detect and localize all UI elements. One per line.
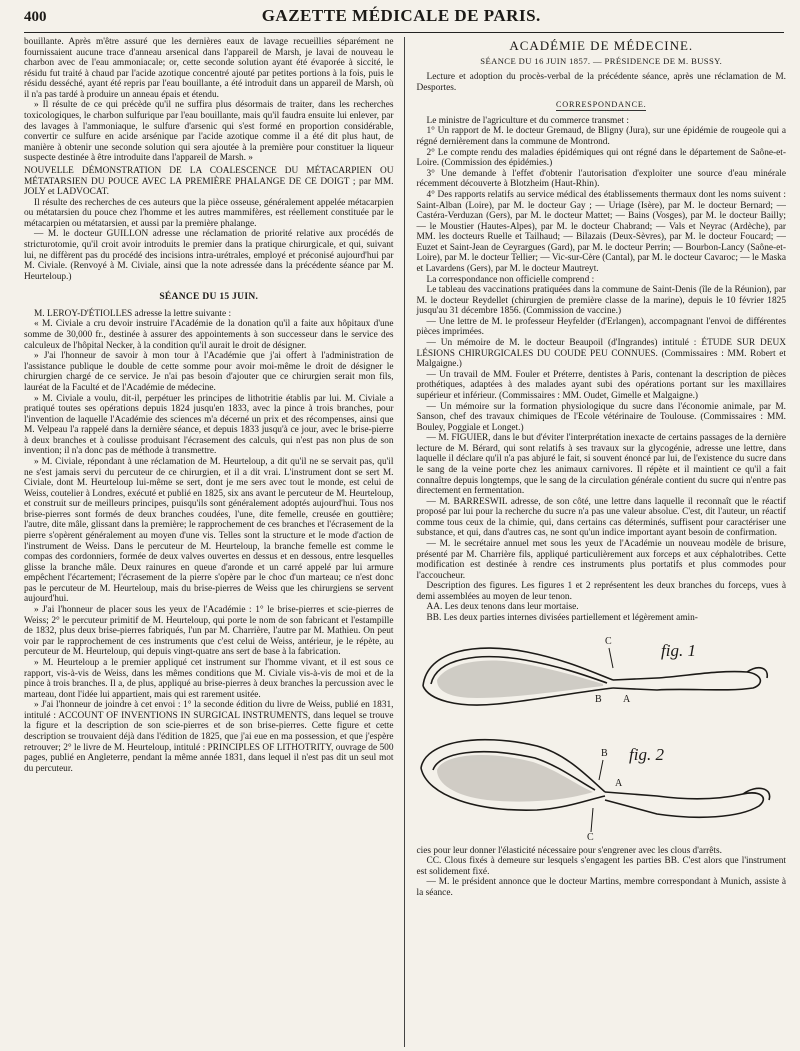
paragraph: Lecture et adoption du procès-verbal de la précédente séance, après une réclamation de M. Desportes. (416, 72, 786, 93)
two-column-body (24, 37, 786, 1047)
paragraph: — Un travail de MM. Fouler et Préterre, dentistes à Paris, contenant la description de pièces prothétiques, adaptées à des malades ayant subi des opérations portant sur les maxillaires supérieur et inférieur. (Commissaires : MM. Oudet, Gimelle et Malgaigne.) (416, 369, 786, 401)
paragraph: — M. FIGUIER, dans le but d'éviter l'interprétation inexacte de certains passages de la dernière lecture de M. Bérard, qui sont relatifs à ses travaux sur la glycogénie, adresse une lettre, dans laquelle il déclare qu'il n'a pas abjuré le fait, si souvent énoncé par lui, de l'existence du sucre dans le sang de la veine porte chez les animaux carnivores. Il répète et il maintient ce qu'il a fait connaître depuis longtemps, que le sang de la circulation générale contient du sucre qui n'entre pas directement en fermentation. (416, 433, 786, 497)
paragraph: 2° Le compte rendu des maladies épidémiques qui ont régné dans le département de Saône-et-Loire. (Commission des épidémies.) (416, 147, 786, 169)
fig2-handle (605, 792, 763, 817)
letter-b-fig1: B (594, 693, 602, 705)
fig1-handle (613, 671, 760, 689)
correspondence-heading-text: CORRESPONDANCE. (556, 100, 647, 110)
paragraph: — M. le président annonce que le docteur Martins, membre correspondant à Munich, assiste à la séance. (416, 877, 786, 898)
fig2-handle-hook (743, 788, 770, 800)
letter-a-fig2: A (614, 777, 622, 789)
paragraph: 3° Une demande à l'effet d'obtenir l'autorisation d'exploiter une source d'eau minérale récemment découverte à Blotzheim (Haut-Rhin). (416, 168, 786, 190)
paragraph: 1° Un rapport de M. le docteur Gremaud, de Bligny (Jura), sur une épidémie de rougeole qui a régné dernièrement dans la commune de Montrond. (416, 126, 786, 148)
paragraph: » J'ai l'honneur de joindre à cet envoi : 1° la seconde édition du livre de Weiss, publié en 1831, intitulé : ACCOUNT OF INVENTIONS IN SURGICAL INSTRUMENTS, dans lequel se trouve la figure et la description de son scie-pierres et de son brise-pierres. Cette figure et cette description se trouvaient déjà dans l'édition de 1825, que j'ai eue en ma possession, et que j'espère retrouver; 2° le livre de M. Heurteloup, intitulé : PRINCIPLES OF LITHOTRITY, ouvrage de 500 pages, publié en Angleterre, pendant la même année 1831, dans lequel il n'est pas dit un seul mot du percuteur. (24, 700, 394, 774)
forceps-illustration (417, 628, 777, 842)
right-column (405, 37, 787, 1047)
session-heading: SÉANCE DU 15 JUIN. (159, 292, 259, 303)
marker-line (591, 808, 593, 832)
paragraph: — M. le docteur GUILLON adresse une réclamation de priorité relative aux procédés de stricturotomie, qu'il croit avoir introduits le premier dans la pratique chirurgicale, et qui, suivant lui, ne diffèrent pas du procédé des incisions intra-urétrales, employé et préconisé aujourd'hui par M. Civiale. (Renvoyé à M. Civiale, ainsi que la note adressée dans la précédente séance par M. Heurteloup.) (24, 229, 394, 282)
paragraph: — M. le secrétaire annuel met sous les yeux de l'Académie un nouveau modèle de brisure, présenté par M. Charrière fils, appliqué particulièrement aux forceps et aux céphalotribes. Cette modification est destinée à rendre ces instruments plus portatifs et plus commodes pour l'accoucheur. (416, 539, 786, 581)
academy-title: ACADÉMIE DE MÉDECINE. (509, 38, 694, 53)
paragraph: AA. Les deux tenons dans leur mortaise. (426, 602, 579, 613)
fig1-label: fig. 1 (660, 640, 696, 660)
correspondence-heading (417, 100, 787, 111)
marker-line (599, 760, 603, 780)
forceps-figure (417, 628, 787, 842)
left-column (24, 37, 405, 1047)
page-header (24, 6, 784, 33)
paragraph: 4° Des rapports relatifs au service médical des établissements thermaux dont les noms suivent : Saint-Alban (Loire), par M. le docteur Gay ; — Uriage (Isère), par M. le docteur Bernard; — Castéra-Verduzan (Gers), par M. le docteur Mattet; — Bains (Vosges), par M. le docteur Bailly; — le Moustier (Hautes-Alpes), par M. le docteur Chabrand; — Vals et Neyrac (Ardèche), par MM. les docteurs Ruelle et Tailhaud; — Bilazais (Deux-Sèvres), par M. le docteur Foucard; — Euzet et Saint-Jean de Ceyrargues (Gard), par M. le docteur Perrin; — Bourbon-Lancy (Saône-et-Loire), par M. le docteur Tellier; — Vic-sur-Cère (Cantal), par M. le docteur Cavaroc; — le Maska et Lavardens (Gers), par M. le docteur Mautreyt. (416, 189, 786, 274)
paragraph: — Un mémoire de M. le docteur Beaupoil (d'Ingrandes) intitulé : ÉTUDE SUR DEUX LÉSIONS CHIRURGICALES DU COUDE PEU CONNUES. (Commissaires : MM. Robert et Malgaigne.) (416, 338, 786, 370)
journal-title: GAZETTE MÉDICALE DE PARIS. (261, 6, 541, 25)
paragraph: » M. Heurteloup a le premier appliqué cet instrument sur l'homme vivant, et il est sous ce rapport, vis-à-vis de Weiss, dans les mêmes conditions que M. Civiale vis-à-vis de moi et de la pince à trois branches. Il a, de plus, appliqué au brise-pierres à deux branches la percussion avec le marteau, dont l'idée lui appartient, mais qui est rarement usitée. (24, 657, 394, 700)
paragraph: — Une lettre de M. le professeur Heyfelder (d'Erlangen), accompagnant l'envoi de différentes pièces imprimées. (416, 316, 786, 338)
marker-line (609, 648, 613, 668)
article-title: NOUVELLE DÉMONSTRATION DE LA COALESCENCE DU MÉTACARPIEN OU MÉTATARSIEN DU POUCE AVEC LA PREMIÈRE PHALANGE DE CE DOIGT ; par MM. JOLY et LADVOCAT. (24, 165, 394, 198)
paragraph: La correspondance non officielle comprend : (426, 274, 595, 285)
paragraph: BB. Les deux parties internes divisées partiellement et légèrement amin- (426, 613, 698, 624)
paragraph: bouillante. Après m'être assuré que les dernières eaux de lavage recueillies séparément ne fournissaient aucune trace d'anneau arsenical dans l'appareil de Marsh, je lavai de nouveau le charbon avec de l'eau ammoniacale; or, cette seconde solution ayant été évaporée à siccité, le résidu fut traité à chaud par l'acide azotique concentré ajouté par petites portions à la fois, puis le résidu desséché, ayant été repris par l'eau bouillante, a été introduit dans un appareil de Marsh, où il n'a pas tardé à produire un anneau épais et étendu. (24, 37, 394, 100)
paragraph: » M. Civiale a voulu, dit-il, perpétuer les principes de lithotritie établis par lui. M. Civiale a pratiqué toutes ses opérations depuis 1824 jusqu'en 1833, avec la pince à trois branches, pour l'invention de laquelle l'Académie des sciences m'a décerné un prix et des récompenses, ainsi que M. Velpeau l'a rappelé dans la dernière séance, et depuis 1833 jusqu'à ce jour, avec le brise-pierre à deux branches et à coulisse produisant l'écrasement des calculs, qui n'est pas non plus de son invention; il n'a donc pas de méthode à transmettre. (24, 393, 394, 457)
letter-c-fig2: C (586, 831, 594, 842)
paragraph: Description des figures. Les figures 1 et 2 représentent les deux branches du forceps, vues à demi assemblées au moyen de leur tenon. (416, 581, 786, 602)
session-line: SÉANCE DU 16 JUIN 1857. — PRÉSIDENCE DE M. BUSSY. (480, 55, 723, 66)
paragraph: » M. Civiale, répondant à une réclamation de M. Heurteloup, a dit qu'il ne se servait pas, qu'il ne s'est jamais servi du percuteur de ce chirurgien, et il a dit vrai. L'instrument dont se sert M. Civiale, dont M. Heurteloup lui-même se sert, dont je me sers avec tout le monde, est celui de Weiss, coutelier à Londres, exécuté et publié en 1825, six ans avant le percuteur de M. Heurteloup, et construit sur de meilleurs principes, puisqu'ils sont généralement adoptés aujourd'hui. Tous nos brise-pierres sont formés de deux branches coudées, l'une, dite femelle, creusée en gouttière; l'autre, dite mâle, glissant dans la première; le rapprochement de ces branches et l'écrasement de la pierre s'opèrent généralement au moyen d'une vis. Telles sont la structure et le mode d'action de l'instrument de Weiss. Dans le percuteur de M. Heurteloup, la branche femelle est comme le compas des cordonniers, formée de deux valves ouvertes en dessus et en dessous, entre lesquelles glisse la branche mâle. Deux rainures en queue d'aronde et un carré appelé par lui armure empêchent l'écartement; l'écrasement de la pierre s'opère par le choc d'un marteau; ce n'est donc pas le percuteur de M. Heurteloup, mais du brise-pierres de Weiss que les chirurgiens se servent aujourd'hui. (24, 456, 394, 605)
paragraph: cies pour leur donner l'élasticité nécessaire pour s'engrener avec les clous d'arrêts. (416, 845, 722, 856)
paragraph: M. LEROY-D'ÉTIOLLES adresse la lettre suivante : (34, 308, 232, 319)
letter-b-fig2: B (600, 747, 608, 759)
paragraph: » J'ai l'honneur de placer sous les yeux de l'Académie : 1° le brise-pierres et scie-pierres de Weiss; 2° le percuteur primitif de M. Heurteloup, qui porte le nom de son fabricant et l'estampille de 1832, plus deux brise-pierres fabriqués, l'un par M. Charrière, l'autre par M. Mathieu. On peut voir par le rapprochement de ces instruments que c'est celui de Weiss, antérieur, je le répète, au percuteur de M. Heurteloup, qui depuis vingt-quatre ans sert de base à la fabrication. (24, 605, 394, 658)
paragraph: Le ministre de l'agriculture et du commerce transmet : (426, 115, 629, 126)
paragraph: — Un mémoire sur la formation physiologique du sucre dans l'économie animale, par M. Sanson, chef des travaux chimiques de l'Ecole vétérinaire de Toulouse. (Commissaires : MM. Bouley, Poggiale et Longet.) (416, 401, 786, 433)
paragraph: Le tableau des vaccinations pratiquées dans la commune de Saint-Denis (île de la Réunion), par M. le docteur Reydellet (chirurgien de première classe de la marine), depuis le 10 février 1825 jusqu'au 31 décembre 1856. (Commission de vaccine.) (416, 285, 786, 317)
paragraph: — M. BARRESWIL adresse, de son côté, une lettre dans laquelle il reconnaît que le réactif proposé par lui pour la recherche du sucre n'a pas une valeur absolue. C'est, dit l'auteur, un réactif comme tous ceux de la chimie, qui, dans certains cas déterminés, suffisent pour caractériser une substance, et qui, dans d'autres cas, ne sont qu'un indice important ayant besoin de confirmation. (416, 496, 786, 539)
paragraph: » J'ai l'honneur de savoir à mon tour à l'Académie que j'ai offert à l'administration de l'assistance publique le double de cette somme pour avoir moi-même le droit de désigner le chirurgien chargé de ce service. Je n'ai pas besoin d'ajouter que ce chirurgien serait mon fils, lauréat de la Faculté et de l'Académie de médecine. (24, 351, 394, 393)
paragraph: « M. Civiale a cru devoir instruire l'Académie de la donation qu'il a faite aux hôpitaux d'une somme de 30,000 fr., destinée à assurer des appointements à son successeur dans le service des calculeux de l'hôpital Necker, à la condition qu'il aurait le droit de désigner. (24, 319, 394, 351)
fig2-label: fig. 2 (628, 744, 664, 764)
paragraph: Il résulte des recherches de ces auteurs que la pièce osseuse, généralement appelée métacarpien ou métatarsien du pouce chez l'homme et les autres mammifères, est réellement constituée par le métacarpien ou métatarsien, et aussi par la première phalange. (24, 197, 394, 229)
letter-a-fig1: A (622, 693, 630, 705)
paragraph: » Il résulte de ce qui précède qu'il ne suffira plus désormais de traiter, dans les recherches toxicologiques, le charbon sulfurique par l'eau bouillante, mais qu'il faudra ensuite lui enlever, par des lavages à l'ammoniaque, le sulfure d'arsenic qui s'est formé en proportion considérable, convertir ce sulfure en acide arsénique par l'acide azotique comme il a été dit plus haut, de manière à obtenir une seconde solution qui sera ajoutée à la première pour constituer la liqueur suspecte destinée à être introduite dans l'appareil de Marsh. » (24, 100, 394, 164)
page-number: 400 (24, 9, 47, 25)
letter-c-fig1: C (604, 635, 612, 647)
paragraph: CC. Clous fixés à demeure sur lesquels s'engagent les parties BB. C'est alors que l'instrument est solidement fixé. (416, 856, 786, 877)
